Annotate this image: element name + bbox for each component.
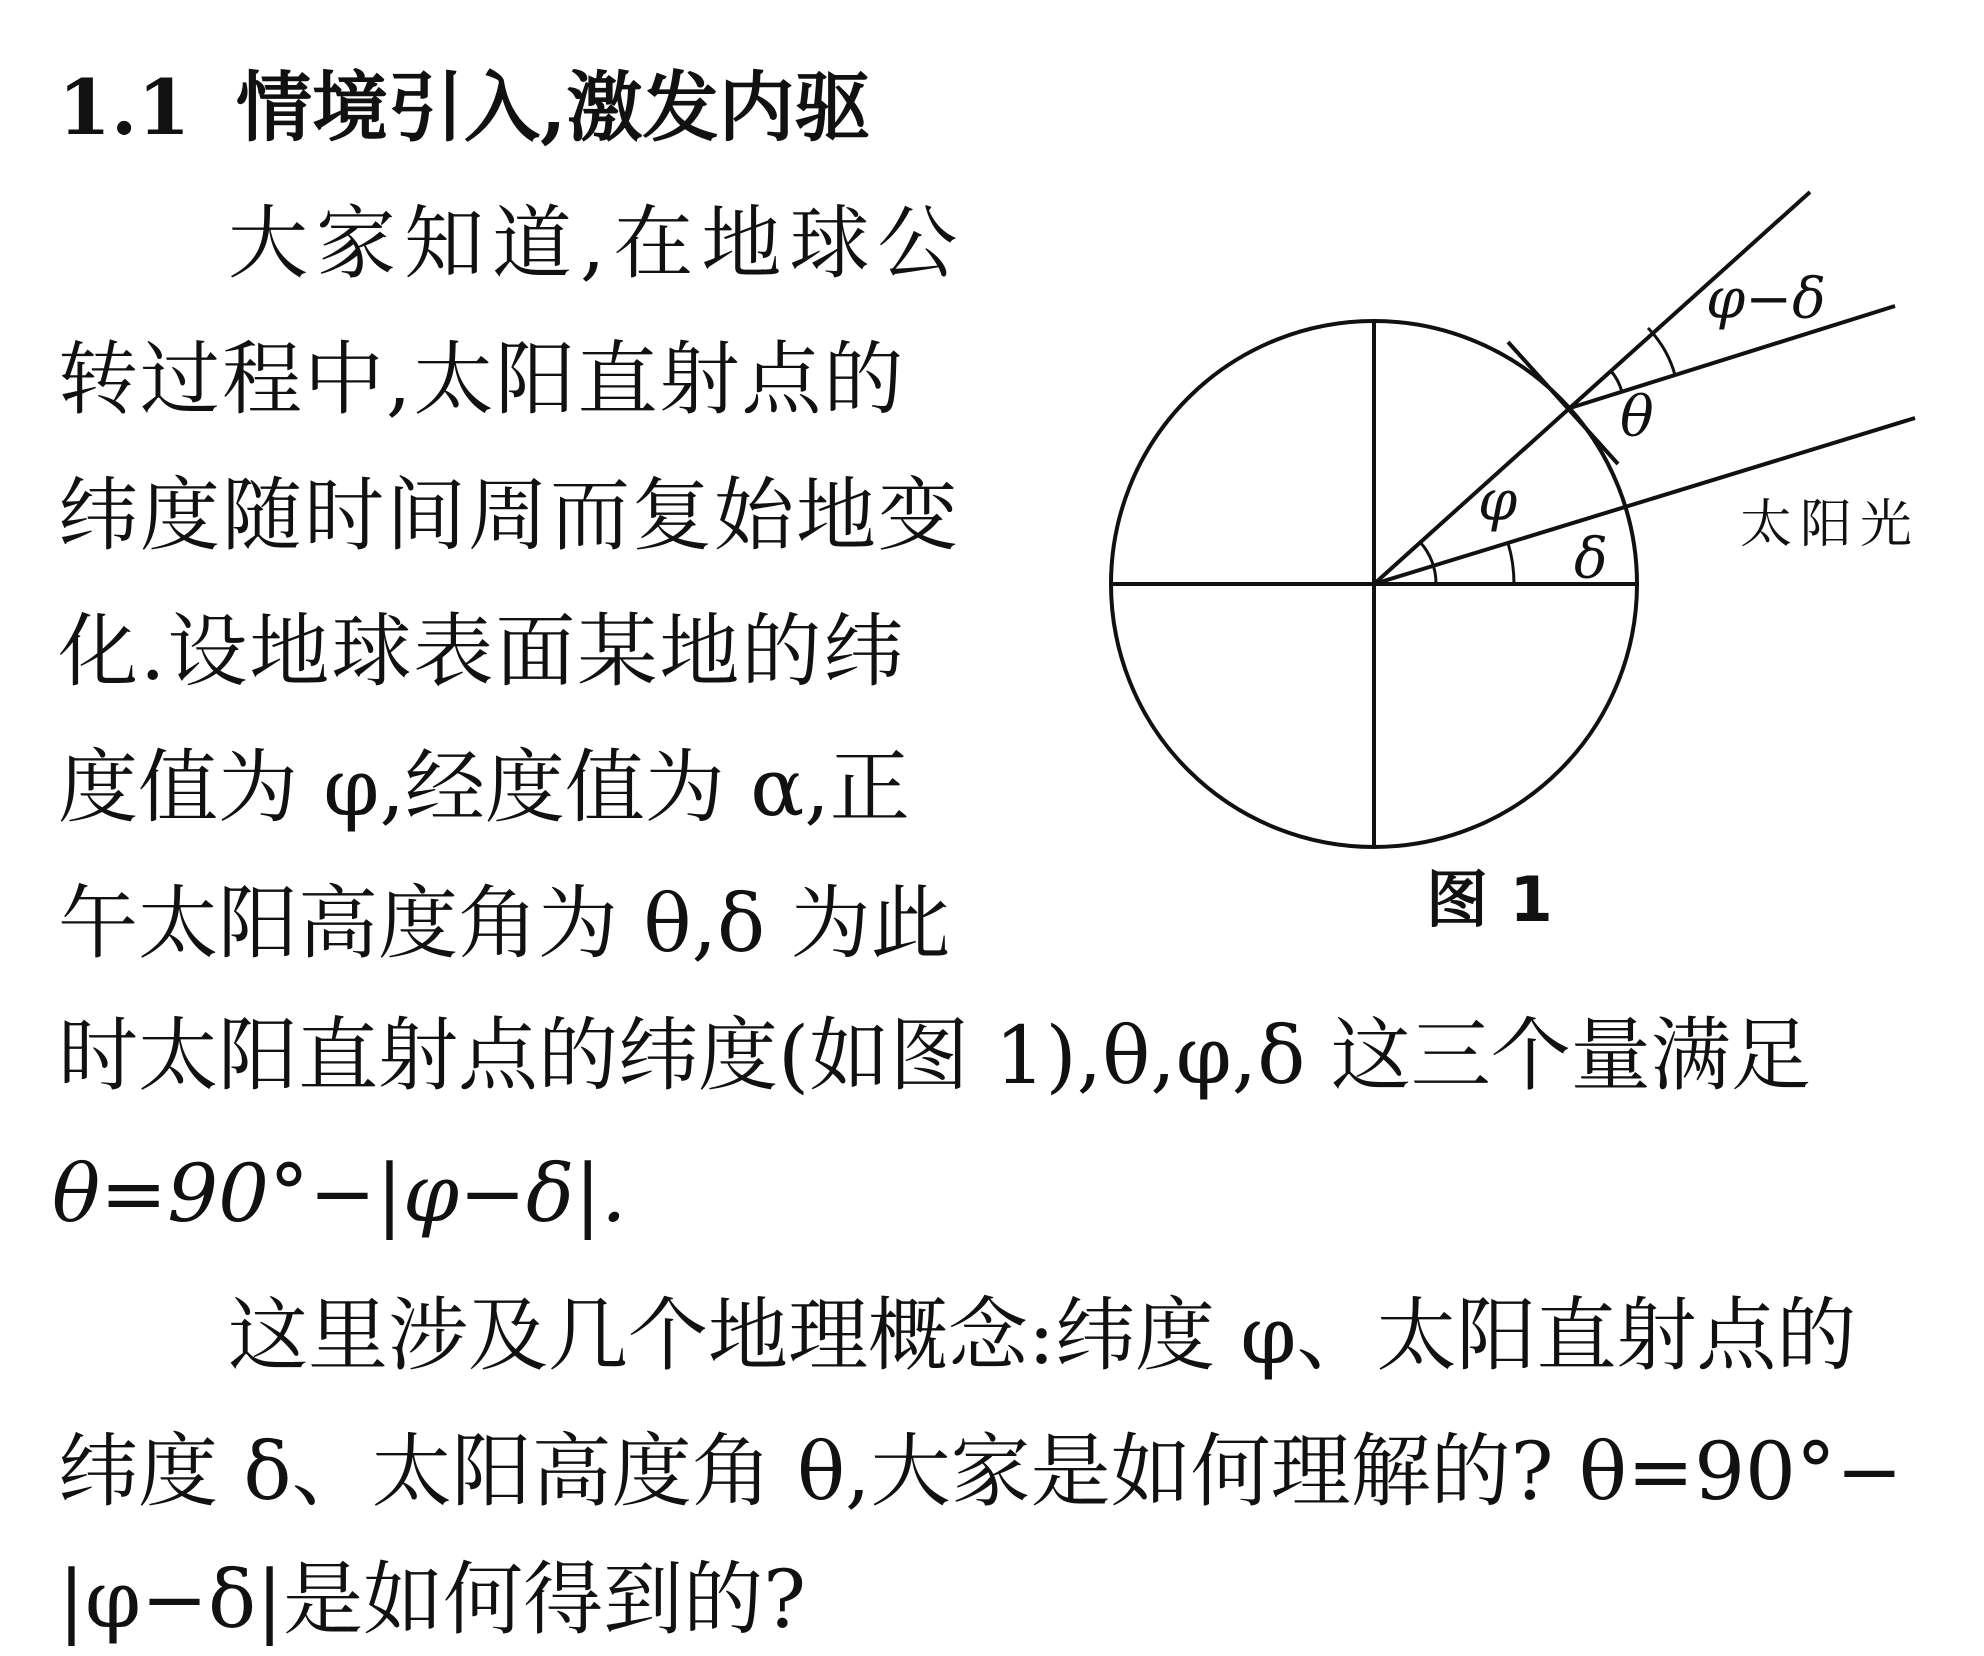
paragraph1-line5: 度值为 φ,经度值为 α,正 [58,741,910,834]
label-sunlight: 太阳光 [1740,495,1921,555]
angle-formula: θ=90°−|φ−δ|. [52,1147,627,1240]
figure-caption: 图 1 [1426,863,1553,936]
phi-angle-arc [1420,542,1436,584]
section-number: 1.1 [58,63,191,152]
earth-sunlight-diagram [1090,180,1984,860]
label-phi: φ [1478,469,1518,534]
section-title: 情境引入,激发内驱 [236,63,871,152]
paragraph1-line1: 大家知道,在地球公 [228,197,966,290]
paragraph2-line3: |φ−δ|是如何得到的? [58,1553,807,1646]
paragraph1-line7: 时太阳直射点的纬度(如图 1),θ,φ,δ 这三个量满足 [58,1009,1811,1102]
paragraph1-line3: 纬度随时间周而复始地变 [58,469,960,562]
label-theta: θ [1620,385,1654,450]
delta-angle-arc [1508,543,1514,584]
paragraph2-line2: 纬度 δ、太阳高度角 θ,大家是如何理解的? θ=90°− [58,1425,1903,1518]
paragraph2-line1: 这里涉及几个地理概念:纬度 φ、太阳直射点的 [228,1289,1857,1382]
paragraph1-line4: 化.设地球表面某地的纬 [58,605,906,698]
label-delta: δ [1574,527,1608,592]
paragraph1-line6: 午太阳高度角为 θ,δ 为此 [58,877,951,970]
tangent-line [1508,342,1618,464]
label-phi-minus-delta: φ−δ [1706,267,1826,332]
section-heading [58,60,870,156]
paragraph1-line2: 转过程中,太阳直射点的 [58,333,906,426]
